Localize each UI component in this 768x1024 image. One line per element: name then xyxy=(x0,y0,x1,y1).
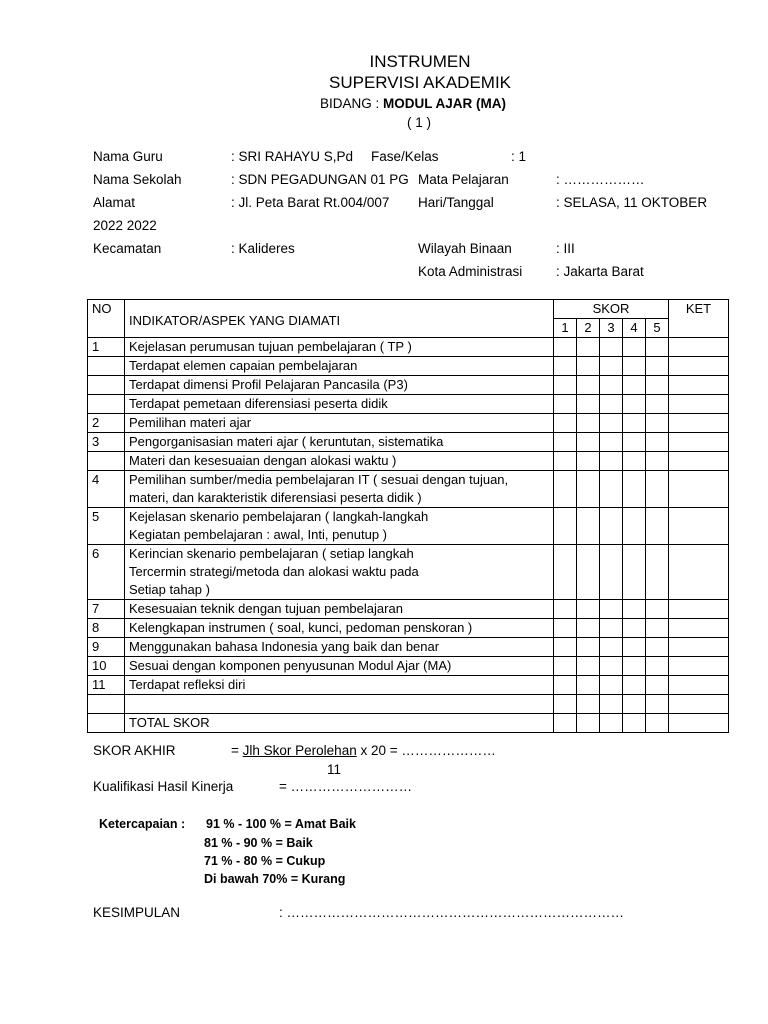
score-cell-1[interactable] xyxy=(554,695,577,714)
score-cell-3[interactable] xyxy=(600,452,623,471)
row-number: 11 xyxy=(88,676,125,695)
indicator-line: TOTAL SKOR xyxy=(129,715,210,730)
score-cell-5[interactable] xyxy=(646,376,669,395)
bidang-line xyxy=(320,96,506,111)
score-cell-2[interactable] xyxy=(577,376,600,395)
score-cell-5[interactable] xyxy=(646,433,669,452)
indicator-line: Tercermin strategi/metoda dan alokasi waktu pada xyxy=(129,564,419,579)
score-cell-4[interactable] xyxy=(623,657,646,676)
kesimpulan-label: KESIMPULAN xyxy=(93,905,181,920)
table-row xyxy=(88,676,729,695)
table-body xyxy=(88,338,729,733)
assessment-table xyxy=(87,299,729,733)
score-cell-2[interactable] xyxy=(577,676,600,695)
fase-value: : 1 xyxy=(511,149,527,164)
score-cell-4[interactable] xyxy=(623,471,646,508)
score-cell-4[interactable] xyxy=(623,508,646,545)
score-cell-5[interactable] xyxy=(646,508,669,545)
table-row xyxy=(88,638,729,657)
score-cell-5[interactable] xyxy=(646,471,669,508)
table-row xyxy=(88,395,729,414)
skor-numerator: Jlh Skor Perolehan xyxy=(242,743,357,758)
score-cell-1[interactable] xyxy=(554,508,577,545)
table-row xyxy=(88,376,729,395)
score-cell-1[interactable] xyxy=(554,676,577,695)
skor-multiplier: x 20 = ………………… xyxy=(356,743,496,758)
indicator-line: Kerincian skenario pembelajaran ( setiap langkah xyxy=(129,546,414,561)
document-title: INSTRUMEN xyxy=(369,52,471,71)
ket-cell[interactable] xyxy=(669,357,729,376)
level-baik: 81 % - 90 % = Baik xyxy=(204,836,313,850)
score-cell-1[interactable] xyxy=(554,452,577,471)
skor-eq: = xyxy=(231,743,243,758)
row-number: 10 xyxy=(88,657,125,676)
score-cell-3[interactable] xyxy=(600,545,623,600)
score-cell-1[interactable] xyxy=(554,714,577,733)
score-cell-2[interactable] xyxy=(577,395,600,414)
document-number: ( 1 ) xyxy=(407,115,432,130)
document-subtitle: SUPERVISI AKADEMIK xyxy=(328,73,512,92)
kota-label: Kota Administrasi xyxy=(418,264,523,279)
indicator-line: Kegiatan pembelajaran : awal, Inti, penutup ) xyxy=(129,527,388,542)
row-number: 9 xyxy=(88,638,125,657)
table-row xyxy=(88,545,729,600)
row-indicator xyxy=(125,357,554,376)
row-number xyxy=(88,395,125,414)
score-cell-2[interactable] xyxy=(577,657,600,676)
ket-cell[interactable] xyxy=(669,376,729,395)
score-cell-4[interactable] xyxy=(623,676,646,695)
ket-cell[interactable] xyxy=(669,471,729,508)
score-cell-3[interactable] xyxy=(600,508,623,545)
kecamatan-label: Kecamatan xyxy=(93,241,162,256)
indicator-line: Sesuai dengan komponen penyusunan Modul Ajar (MA) xyxy=(129,658,452,673)
row-indicator xyxy=(125,638,554,657)
score-cell-4[interactable] xyxy=(623,452,646,471)
row-indicator xyxy=(125,695,554,714)
score-cell-3[interactable] xyxy=(600,376,623,395)
score-cell-5[interactable] xyxy=(646,338,669,357)
score-cell-3[interactable] xyxy=(600,714,623,733)
bidang-value: MODUL AJAR (MA) xyxy=(383,96,507,111)
skor-col-5: 5 xyxy=(646,319,669,338)
score-cell-4[interactable] xyxy=(623,433,646,452)
skor-col-4: 4 xyxy=(623,319,646,338)
score-cell-5[interactable] xyxy=(646,600,669,619)
score-cell-2[interactable] xyxy=(577,414,600,433)
col-skor-header: SKOR xyxy=(554,300,669,319)
kualifikasi-label: Kualifikasi Hasil Kinerja xyxy=(93,779,234,794)
table-row xyxy=(88,600,729,619)
score-cell-2[interactable] xyxy=(577,338,600,357)
table-row xyxy=(88,657,729,676)
score-cell-3[interactable] xyxy=(600,471,623,508)
score-cell-4[interactable] xyxy=(623,395,646,414)
score-cell-1[interactable] xyxy=(554,657,577,676)
score-cell-4[interactable] xyxy=(623,414,646,433)
row-indicator xyxy=(125,433,554,452)
mapel-value: : ……………… xyxy=(556,172,645,187)
kecamatan-value: : Kalideres xyxy=(231,241,295,256)
score-cell-4[interactable] xyxy=(623,600,646,619)
col-ket-header: KET xyxy=(669,300,729,338)
score-cell-1[interactable] xyxy=(554,471,577,508)
score-cell-2[interactable] xyxy=(577,452,600,471)
level-cukup: 71 % - 80 % = Cukup xyxy=(204,854,326,868)
row-indicator xyxy=(125,376,554,395)
row-number: 3 xyxy=(88,433,125,452)
score-cell-1[interactable] xyxy=(554,600,577,619)
score-cell-2[interactable] xyxy=(577,508,600,545)
nama-guru-label: Nama Guru xyxy=(93,149,163,164)
score-cell-3[interactable] xyxy=(600,638,623,657)
skor-akhir-label: SKOR AKHIR xyxy=(93,743,176,758)
score-cell-3[interactable] xyxy=(600,657,623,676)
level-amat-baik: 91 % - 100 % = Amat Baik xyxy=(206,817,356,831)
hari-value: : SELASA, 11 OKTOBER xyxy=(556,195,708,210)
row-indicator xyxy=(125,619,554,638)
row-indicator xyxy=(125,508,554,545)
indicator-line: Terdapat elemen capaian pembelajaran xyxy=(129,358,358,373)
score-cell-4[interactable] xyxy=(623,695,646,714)
row-number xyxy=(88,695,125,714)
indicator-line: Pemilihan materi ajar xyxy=(129,415,252,430)
score-cell-4[interactable] xyxy=(623,619,646,638)
row-number: 7 xyxy=(88,600,125,619)
score-cell-5[interactable] xyxy=(646,395,669,414)
indicator-line: Terdapat dimensi Profil Pelajaran Pancasila (P3) xyxy=(129,377,408,392)
wilayah-label: Wilayah Binaan xyxy=(418,241,512,256)
row-number: 5 xyxy=(88,508,125,545)
indicator-line: Kejelasan perumusan tujuan pembelajaran ( TP ) xyxy=(129,339,412,354)
nama-guru-value: : SRI RAHAYU S,Pd xyxy=(231,149,354,164)
table-row xyxy=(88,357,729,376)
score-cell-2[interactable] xyxy=(577,600,600,619)
row-indicator xyxy=(125,452,554,471)
table-row xyxy=(88,338,729,357)
skor-denominator: 11 xyxy=(327,762,342,777)
hari-label: Hari/Tanggal xyxy=(418,195,494,210)
table-row xyxy=(88,695,729,714)
row-number: 2 xyxy=(88,414,125,433)
row-number: 4 xyxy=(88,471,125,508)
ket-cell[interactable] xyxy=(669,433,729,452)
score-cell-4[interactable] xyxy=(623,357,646,376)
score-cell-3[interactable] xyxy=(600,695,623,714)
ket-cell[interactable] xyxy=(669,714,729,733)
score-cell-3[interactable] xyxy=(600,357,623,376)
score-cell-4[interactable] xyxy=(623,545,646,600)
ket-cell[interactable] xyxy=(669,676,729,695)
table-header-row xyxy=(88,300,729,319)
score-cell-1[interactable] xyxy=(554,395,577,414)
mapel-label: Mata Pelajaran xyxy=(418,172,509,187)
score-cell-1[interactable] xyxy=(554,619,577,638)
indicator-line: Menggunakan bahasa Indonesia yang baik dan benar xyxy=(129,639,440,654)
row-indicator xyxy=(125,471,554,508)
score-cell-4[interactable] xyxy=(623,638,646,657)
score-cell-2[interactable] xyxy=(577,471,600,508)
score-cell-5[interactable] xyxy=(646,452,669,471)
ket-cell[interactable] xyxy=(669,619,729,638)
score-cell-5[interactable] xyxy=(646,619,669,638)
row-indicator xyxy=(125,676,554,695)
score-cell-2[interactable] xyxy=(577,619,600,638)
kualifikasi-value: = ……………………… xyxy=(279,779,413,794)
indicator-line xyxy=(129,695,549,713)
bidang-label: BIDANG : xyxy=(320,96,384,111)
row-number: 8 xyxy=(88,619,125,638)
score-cell-3[interactable] xyxy=(600,395,623,414)
score-cell-3[interactable] xyxy=(600,600,623,619)
indicator-line: materi, dan karakteristik diferensiasi peserta didik ) xyxy=(129,490,422,505)
indicator-line: Kejelasan skenario pembelajaran ( langkah-langkah xyxy=(129,509,429,524)
table-row xyxy=(88,452,729,471)
score-cell-2[interactable] xyxy=(577,638,600,657)
year-line: 2022 2022 xyxy=(93,218,157,233)
indicator-line: Pemilihan sumber/media pembelajaran IT ( sesuai dengan tujuan, xyxy=(129,472,509,487)
score-cell-1[interactable] xyxy=(554,638,577,657)
nama-sekolah-value: : SDN PEGADUNGAN 01 PG xyxy=(231,172,409,187)
score-cell-1[interactable] xyxy=(554,414,577,433)
row-number xyxy=(88,714,125,733)
indicator-line: Kelengkapan instrumen ( soal, kunci, pedoman penskoran ) xyxy=(129,620,473,635)
ket-cell[interactable] xyxy=(669,600,729,619)
row-indicator xyxy=(125,545,554,600)
score-cell-5[interactable] xyxy=(646,545,669,600)
score-cell-5[interactable] xyxy=(646,657,669,676)
ket-cell[interactable] xyxy=(669,338,729,357)
alamat-label: Alamat xyxy=(93,195,136,210)
score-cell-4[interactable] xyxy=(623,338,646,357)
table-row xyxy=(88,471,729,508)
table-row xyxy=(88,619,729,638)
score-cell-3[interactable] xyxy=(600,619,623,638)
row-indicator xyxy=(125,600,554,619)
ket-cell[interactable] xyxy=(669,508,729,545)
nama-sekolah-label: Nama Sekolah xyxy=(93,172,182,187)
skor-col-1: 1 xyxy=(554,319,577,338)
row-number: 6 xyxy=(88,545,125,600)
score-cell-3[interactable] xyxy=(600,676,623,695)
score-cell-1[interactable] xyxy=(554,433,577,452)
table-row xyxy=(88,414,729,433)
score-cell-2[interactable] xyxy=(577,357,600,376)
score-cell-5[interactable] xyxy=(646,638,669,657)
row-indicator xyxy=(125,395,554,414)
row-number xyxy=(88,357,125,376)
col-indikator-header: INDIKATOR/ASPEK YANG DIAMATI xyxy=(125,300,554,338)
score-cell-1[interactable] xyxy=(554,376,577,395)
table-row xyxy=(88,433,729,452)
row-indicator xyxy=(125,657,554,676)
score-cell-3[interactable] xyxy=(600,338,623,357)
row-number xyxy=(88,452,125,471)
score-cell-4[interactable] xyxy=(623,376,646,395)
score-cell-1[interactable] xyxy=(554,338,577,357)
indicator-line: Pengorganisasian materi ajar ( keruntutan, sistematika xyxy=(129,434,444,449)
table-row xyxy=(88,714,729,733)
score-cell-5[interactable] xyxy=(646,357,669,376)
ket-cell[interactable] xyxy=(669,414,729,433)
score-cell-2[interactable] xyxy=(577,695,600,714)
kesimpulan-value: : ………………………………………………………………… xyxy=(279,905,625,920)
skor-akhir-formula xyxy=(231,744,496,758)
ket-cell[interactable] xyxy=(669,395,729,414)
table-row xyxy=(88,508,729,545)
indicator-line: Terdapat pemetaan diferensiasi peserta didik xyxy=(129,396,388,411)
skor-col-3: 3 xyxy=(600,319,623,338)
ket-cell[interactable] xyxy=(669,452,729,471)
col-no-header: NO xyxy=(88,300,125,338)
indicator-line: Terdapat refleksi diri xyxy=(129,677,246,692)
score-cell-5[interactable] xyxy=(646,695,669,714)
score-cell-1[interactable] xyxy=(554,545,577,600)
indicator-line: Setiap tahap ) xyxy=(129,582,210,597)
score-cell-4[interactable] xyxy=(623,714,646,733)
skor-col-2: 2 xyxy=(577,319,600,338)
row-indicator xyxy=(125,338,554,357)
score-cell-3[interactable] xyxy=(600,414,623,433)
wilayah-value: : III xyxy=(556,241,575,256)
score-cell-5[interactable] xyxy=(646,414,669,433)
score-cell-1[interactable] xyxy=(554,357,577,376)
row-number: 1 xyxy=(88,338,125,357)
row-number xyxy=(88,376,125,395)
ketercapaian-label: Ketercapaian : xyxy=(99,817,186,831)
score-cell-2[interactable] xyxy=(577,433,600,452)
fase-label: Fase/Kelas xyxy=(371,149,439,164)
row-indicator xyxy=(125,414,554,433)
kota-value: : Jakarta Barat xyxy=(556,264,644,279)
score-cell-2[interactable] xyxy=(577,545,600,600)
alamat-value: : Jl. Peta Barat Rt.004/007 xyxy=(231,195,390,210)
score-cell-5[interactable] xyxy=(646,714,669,733)
row-indicator xyxy=(125,714,554,733)
score-cell-3[interactable] xyxy=(600,433,623,452)
ket-cell[interactable] xyxy=(669,545,729,600)
ket-cell[interactable] xyxy=(669,695,729,714)
score-cell-2[interactable] xyxy=(577,714,600,733)
score-cell-5[interactable] xyxy=(646,676,669,695)
ket-cell[interactable] xyxy=(669,638,729,657)
indicator-line: Materi dan kesesuaian dengan alokasi waktu ) xyxy=(129,453,397,468)
indicator-line: Kesesuaian teknik dengan tujuan pembelajaran xyxy=(129,601,403,616)
level-kurang: Di bawah 70% = Kurang xyxy=(204,872,346,886)
ket-cell[interactable] xyxy=(669,657,729,676)
